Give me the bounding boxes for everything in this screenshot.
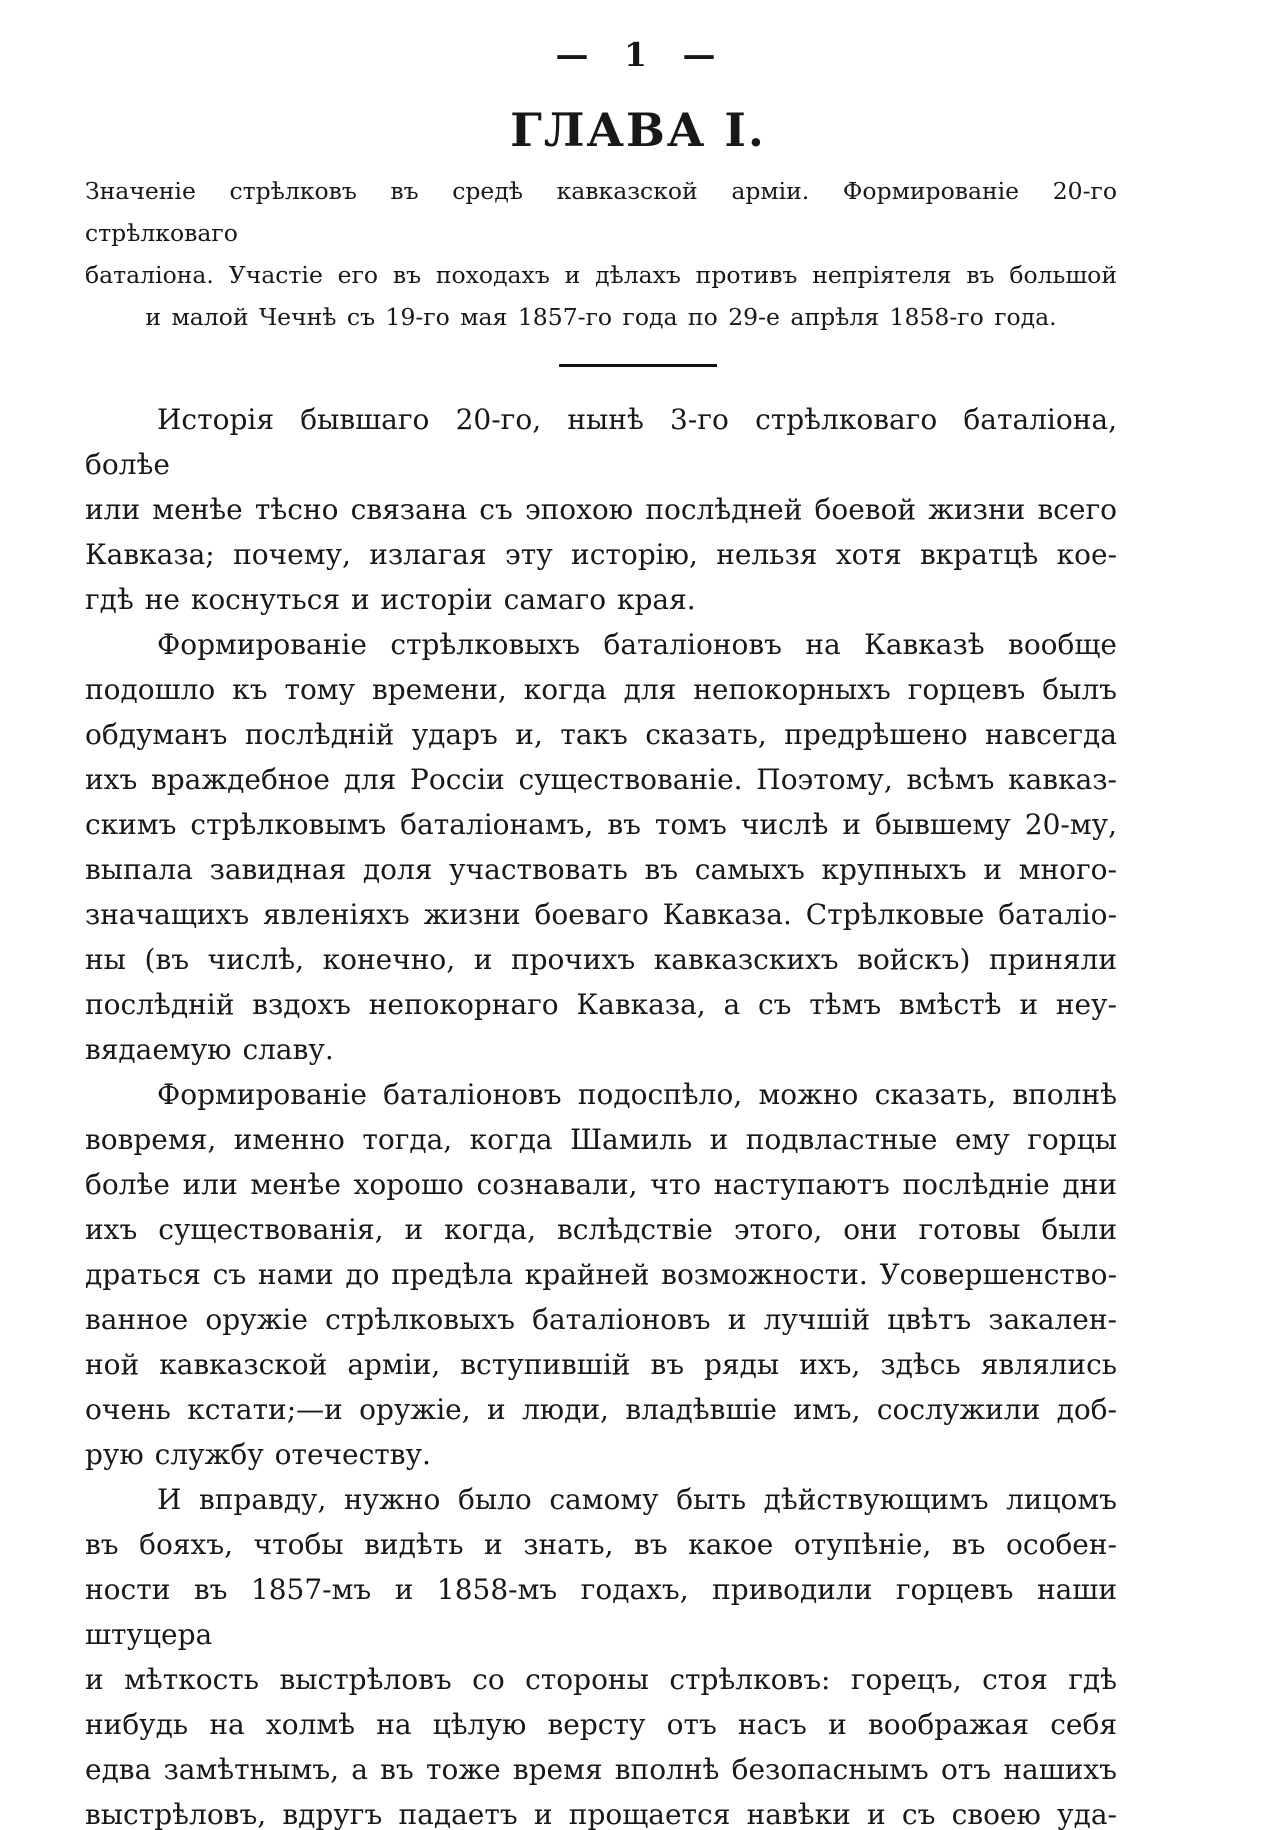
paragraph xyxy=(85,397,1117,622)
text-line: Кавказа; почему, излагая эту исторію, нельзя хотя вкратцѣ кое- xyxy=(85,538,1117,571)
text-line: ны (въ числѣ, конечно, и прочихъ кавказскихъ войскъ) приняли xyxy=(85,943,1117,976)
subtitle-line: Значеніе стрѣлковъ въ средѣ кавказской арміи. Формированіе 20-го стрѣлковаго xyxy=(85,177,1117,247)
chapter-subtitle xyxy=(85,170,1117,338)
text-line: въ бояхъ, чтобы видѣть и знать, въ какое отупѣніе, въ особен- xyxy=(85,1528,1117,1561)
text-line: драться съ нами до предѣла крайней возможности. Усовершенство- xyxy=(85,1258,1117,1291)
page-content xyxy=(85,0,1117,1830)
text-line: вядаемую славу. xyxy=(85,1033,334,1066)
text-line: нибудь на холмѣ на цѣлую версту отъ насъ и воображая себя xyxy=(85,1708,1117,1741)
text-line: и мѣткость выстрѣловъ со стороны стрѣлковъ: горецъ, стоя гдѣ xyxy=(85,1663,1117,1696)
paragraph xyxy=(85,622,1117,1072)
page-body xyxy=(85,397,1117,1830)
text-line: послѣдній вздохъ непокорнаго Кавказа, а съ тѣмъ вмѣстѣ и неу- xyxy=(85,988,1117,1021)
text-line: ванное оружіе стрѣлковыхъ баталіоновъ и лучшій цвѣтъ закален- xyxy=(85,1303,1117,1336)
text-line: болѣе или менѣе хорошо сознавали, что наступаютъ послѣдніе дни xyxy=(85,1168,1117,1201)
text-line: ихъ враждебное для Россіи существованіе. Поэтому, всѣмъ кавказ- xyxy=(85,763,1117,796)
text-line: Формированіе стрѣлковыхъ баталіоновъ на Кавказѣ вообще xyxy=(157,628,1117,661)
page-number: — 1 — xyxy=(555,35,717,74)
text-line: Исторія бывшаго 20-го, нынѣ 3-го стрѣлковаго баталіона, болѣе xyxy=(85,403,1117,481)
paragraph xyxy=(85,1072,1117,1477)
subtitle-line: и малой Чечнѣ съ 19-го мая 1857-го года по 29-е апрѣля 1858-го года. xyxy=(145,303,1057,331)
text-line: скимъ стрѣлковымъ баталіонамъ, въ томъ числѣ и бывшему 20-му, xyxy=(85,808,1117,841)
section-divider xyxy=(559,364,717,367)
text-line: вовремя, именно тогда, когда Шамиль и подвластные ему горцы xyxy=(85,1123,1117,1156)
text-line: рую службу отечеству. xyxy=(85,1438,431,1471)
text-line: выпала завидная доля участвовать въ самыхъ крупныхъ и много- xyxy=(85,853,1117,886)
text-line: значащихъ явленіяхъ жизни боеваго Кавказа. Стрѣлковые баталіо- xyxy=(85,898,1117,931)
text-line: И вправду, нужно было самому быть дѣйствующимъ лицомъ xyxy=(157,1483,1117,1516)
paragraph xyxy=(85,1477,1117,1830)
text-line: подошло къ тому времени, когда для непокорныхъ горцевъ былъ xyxy=(85,673,1117,706)
chapter-title: ГЛАВА I. xyxy=(510,103,766,157)
text-line: ихъ существованія, и когда, вслѣдствіе этого, они готовы были xyxy=(85,1213,1117,1246)
text-line: Формированіе баталіоновъ подоспѣло, можно сказать, вполнѣ xyxy=(157,1078,1117,1111)
text-line: гдѣ не коснуться и исторіи самаго края. xyxy=(85,583,696,616)
text-line: едва замѣтнымъ, а въ тоже время вполнѣ безопаснымъ отъ нашихъ xyxy=(85,1753,1117,1786)
text-line: или менѣе тѣсно связана съ эпохою послѣдней боевой жизни всего xyxy=(85,493,1117,526)
text-line: ности въ 1857-мъ и 1858-мъ годахъ, приводили горцевъ наши штуцера xyxy=(85,1573,1117,1651)
text-line: обдуманъ послѣдній ударъ и, такъ сказать, предрѣшено навсегда xyxy=(85,718,1117,751)
text-line: очень кстати;—и оружіе, и люди, владѣвшіе имъ, сослужили доб- xyxy=(85,1393,1117,1426)
subtitle-line: баталіона. Участіе его въ походахъ и дѣлахъ противъ непріятеля въ большой xyxy=(85,261,1117,289)
text-line: выстрѣловъ, вдругъ падаетъ и прощается навѣки и съ своею уда- xyxy=(85,1798,1117,1830)
text-line: ной кавказской арміи, вступившій въ ряды ихъ, здѣсь являлись xyxy=(85,1348,1117,1381)
